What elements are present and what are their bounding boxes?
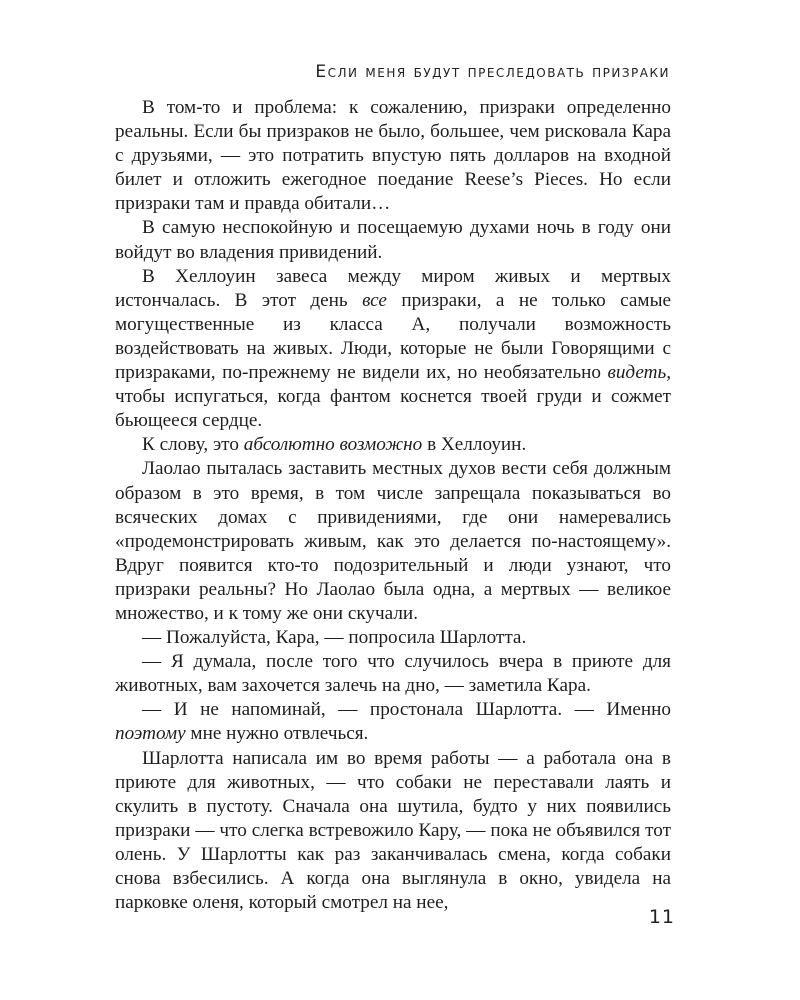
text-run: — Я думала, после того что случилось вчера в приюте для животных, вам захочется залечь на дно, — заметила Кара.: [115, 651, 671, 697]
paragraph: [115, 265, 671, 434]
text-run: — Пожалуйста, Кара, — попросила Шарлотта.: [142, 627, 527, 649]
body-text: [115, 96, 671, 915]
emphasis-text: поэтому: [115, 723, 186, 745]
text-run: В самую неспокойную и посещаемую духами ночь в году они войдут во владения привидений.: [115, 217, 671, 263]
paragraph: [115, 433, 671, 457]
text-run: — И не напоминай, — простонала Шарлотта. — Именно: [142, 699, 671, 721]
dialogue-paragraph: [115, 626, 671, 650]
text-run: чтобы испугаться, когда фантом коснется твоей груди и сожмет бьющееся сердце.: [115, 386, 671, 432]
text-run: В Хеллоуин завеса между миром живых и мертвых истончалась. В этот день: [115, 265, 671, 311]
emphasis-text: абсолютно возможно: [243, 434, 423, 456]
text-run: К слову, это: [142, 434, 244, 456]
emphasis-text: все: [362, 289, 387, 311]
text-run: В том-то и проблема: к сожалению, призраки определенно реальны. Если бы призраков не было, большее, чем рисковала Кара с друзьями, — это потратить впустую пять долларов на входной билет и отложить ежегодное поедание Reese’s Pieces. Но если призраки там и правда обитали…: [115, 97, 671, 215]
text-run: Шарлотта написала им во время работы — а работала она в приюте для животных, — что собаки не переставали лаять и скулить в пустоту. Сначала она шутила, будто у них появились призраки — что слегка встревожило Кару, — пока не объявился тот олень. У Шарлотты как раз заканчивалась смена, когда собаки снова взбесились. А когда она выглянула в окно, увидела на парковке оленя, который смотрел на нее,: [115, 747, 671, 914]
emphasis-text: видеть,: [607, 362, 671, 384]
paragraph: [115, 457, 671, 626]
paragraph: [115, 96, 671, 216]
running-title: Если меня будут преследовать призраки: [315, 62, 670, 82]
page-number: 11: [648, 906, 675, 928]
paragraph: [115, 747, 671, 916]
text-run: призраки, а не только самые могущественные из класса А, получали возможность воздействовать на живых. Люди, которые не были Говорящими с призраками, по-прежнему не видели их, но необязательно: [115, 289, 671, 384]
dialogue-paragraph: [115, 698, 671, 746]
text-run: Лаолао пыталась заставить местных духов вести себя должным образом в это время, в том числе запрещала показываться во всяческих домах с привидениями, где они намеревались «продемонстрировать живым, как это делается по-настоящему». Вдруг появится кто-то подозрительный и люди узнают, что призраки реальны? Но Лаолао была одна, а мертвых — великое множество, и к тому же они скучали.: [115, 458, 671, 624]
text-run: в Хеллоуин.: [422, 434, 527, 456]
dialogue-paragraph: [115, 650, 671, 698]
paragraph: [115, 216, 671, 264]
text-run: мне нужно отвлечься.: [185, 723, 369, 745]
